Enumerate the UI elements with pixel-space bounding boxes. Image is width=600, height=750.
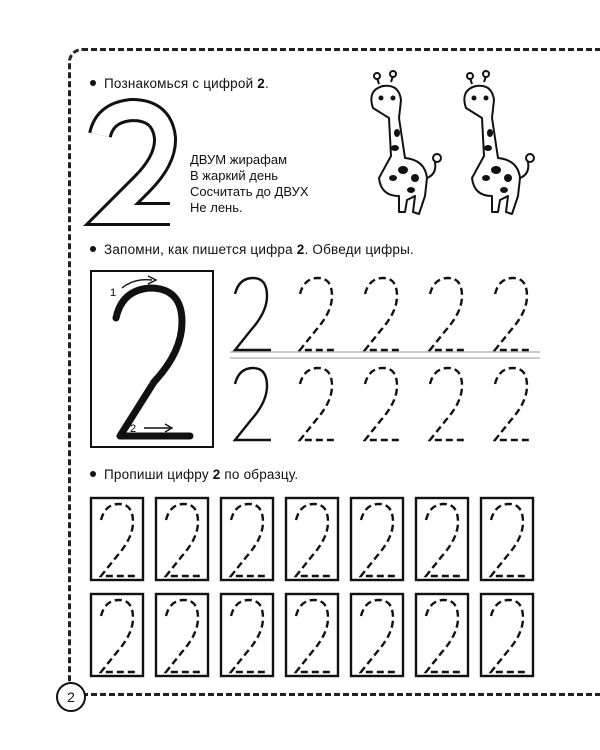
practice-cell[interactable] [91,498,143,580]
trace-digit [300,278,336,350]
bullet-icon [90,471,96,477]
poem [190,152,309,216]
poem-line: В жаркий день [190,168,279,183]
practice-cell[interactable] [156,498,208,580]
practice-cell[interactable] [351,498,403,580]
practice-cell-frame [91,594,143,676]
trace-digit [300,368,336,440]
practice-cell-frame [351,498,403,580]
trace-digit [365,278,401,350]
practice-grid [88,495,548,695]
giraffe-icon [448,78,538,218]
practice-cell[interactable] [481,594,533,676]
practice-cell[interactable] [221,498,273,580]
page-number: 2 [56,682,86,712]
poem-line: ДВУМ жирафам [190,152,288,167]
trace-digit [430,368,466,440]
practice-cell-frame [156,594,208,676]
trace-digit [365,368,401,440]
practice-cell-frame [221,594,273,676]
practice-cell[interactable] [416,594,468,676]
practice-cell[interactable] [351,594,403,676]
practice-cell-frame [286,498,338,580]
practice-cell-frame [156,498,208,580]
practice-cell[interactable] [416,498,468,580]
stroke-hint-2: 2 [130,423,137,435]
trace-digit [495,278,531,350]
bullet-icon [90,246,96,252]
sample-digit [235,368,271,440]
practice-cell[interactable] [286,498,338,580]
poem-line: Сосчитать до ДВУХ [190,184,309,199]
practice-cell-frame [416,594,468,676]
giraffe-icon [355,78,445,218]
section1-instruction: Познакомься с цифрой 2. [90,76,269,91]
stroke-order-sample [90,270,215,448]
trace-digit [430,278,466,350]
practice-cell-frame [91,498,143,580]
practice-cell-frame [351,594,403,676]
bullet-icon [90,80,96,86]
section3-instruction: Пропиши цифру 2 по образцу. [90,467,298,482]
practice-cell[interactable] [156,594,208,676]
practice-cell-frame [221,498,273,580]
practice-cell-frame [481,594,533,676]
trace-digit [495,368,531,440]
practice-cell-frame [286,594,338,676]
tracing-area [225,268,545,448]
practice-cell-frame [481,498,533,580]
practice-cell[interactable] [286,594,338,676]
sample-digit [235,278,271,350]
practice-cell[interactable] [91,594,143,676]
poem-line: Не лень. [190,200,243,215]
big-outline-digit-two [90,100,190,230]
section2-instruction: Запомни, как пишется цифра 2. Обведи цифры. [90,242,414,257]
practice-cell[interactable] [221,594,273,676]
practice-cell-frame [416,498,468,580]
stroke-hint-1: 1 [110,287,117,299]
practice-cell[interactable] [481,498,533,580]
